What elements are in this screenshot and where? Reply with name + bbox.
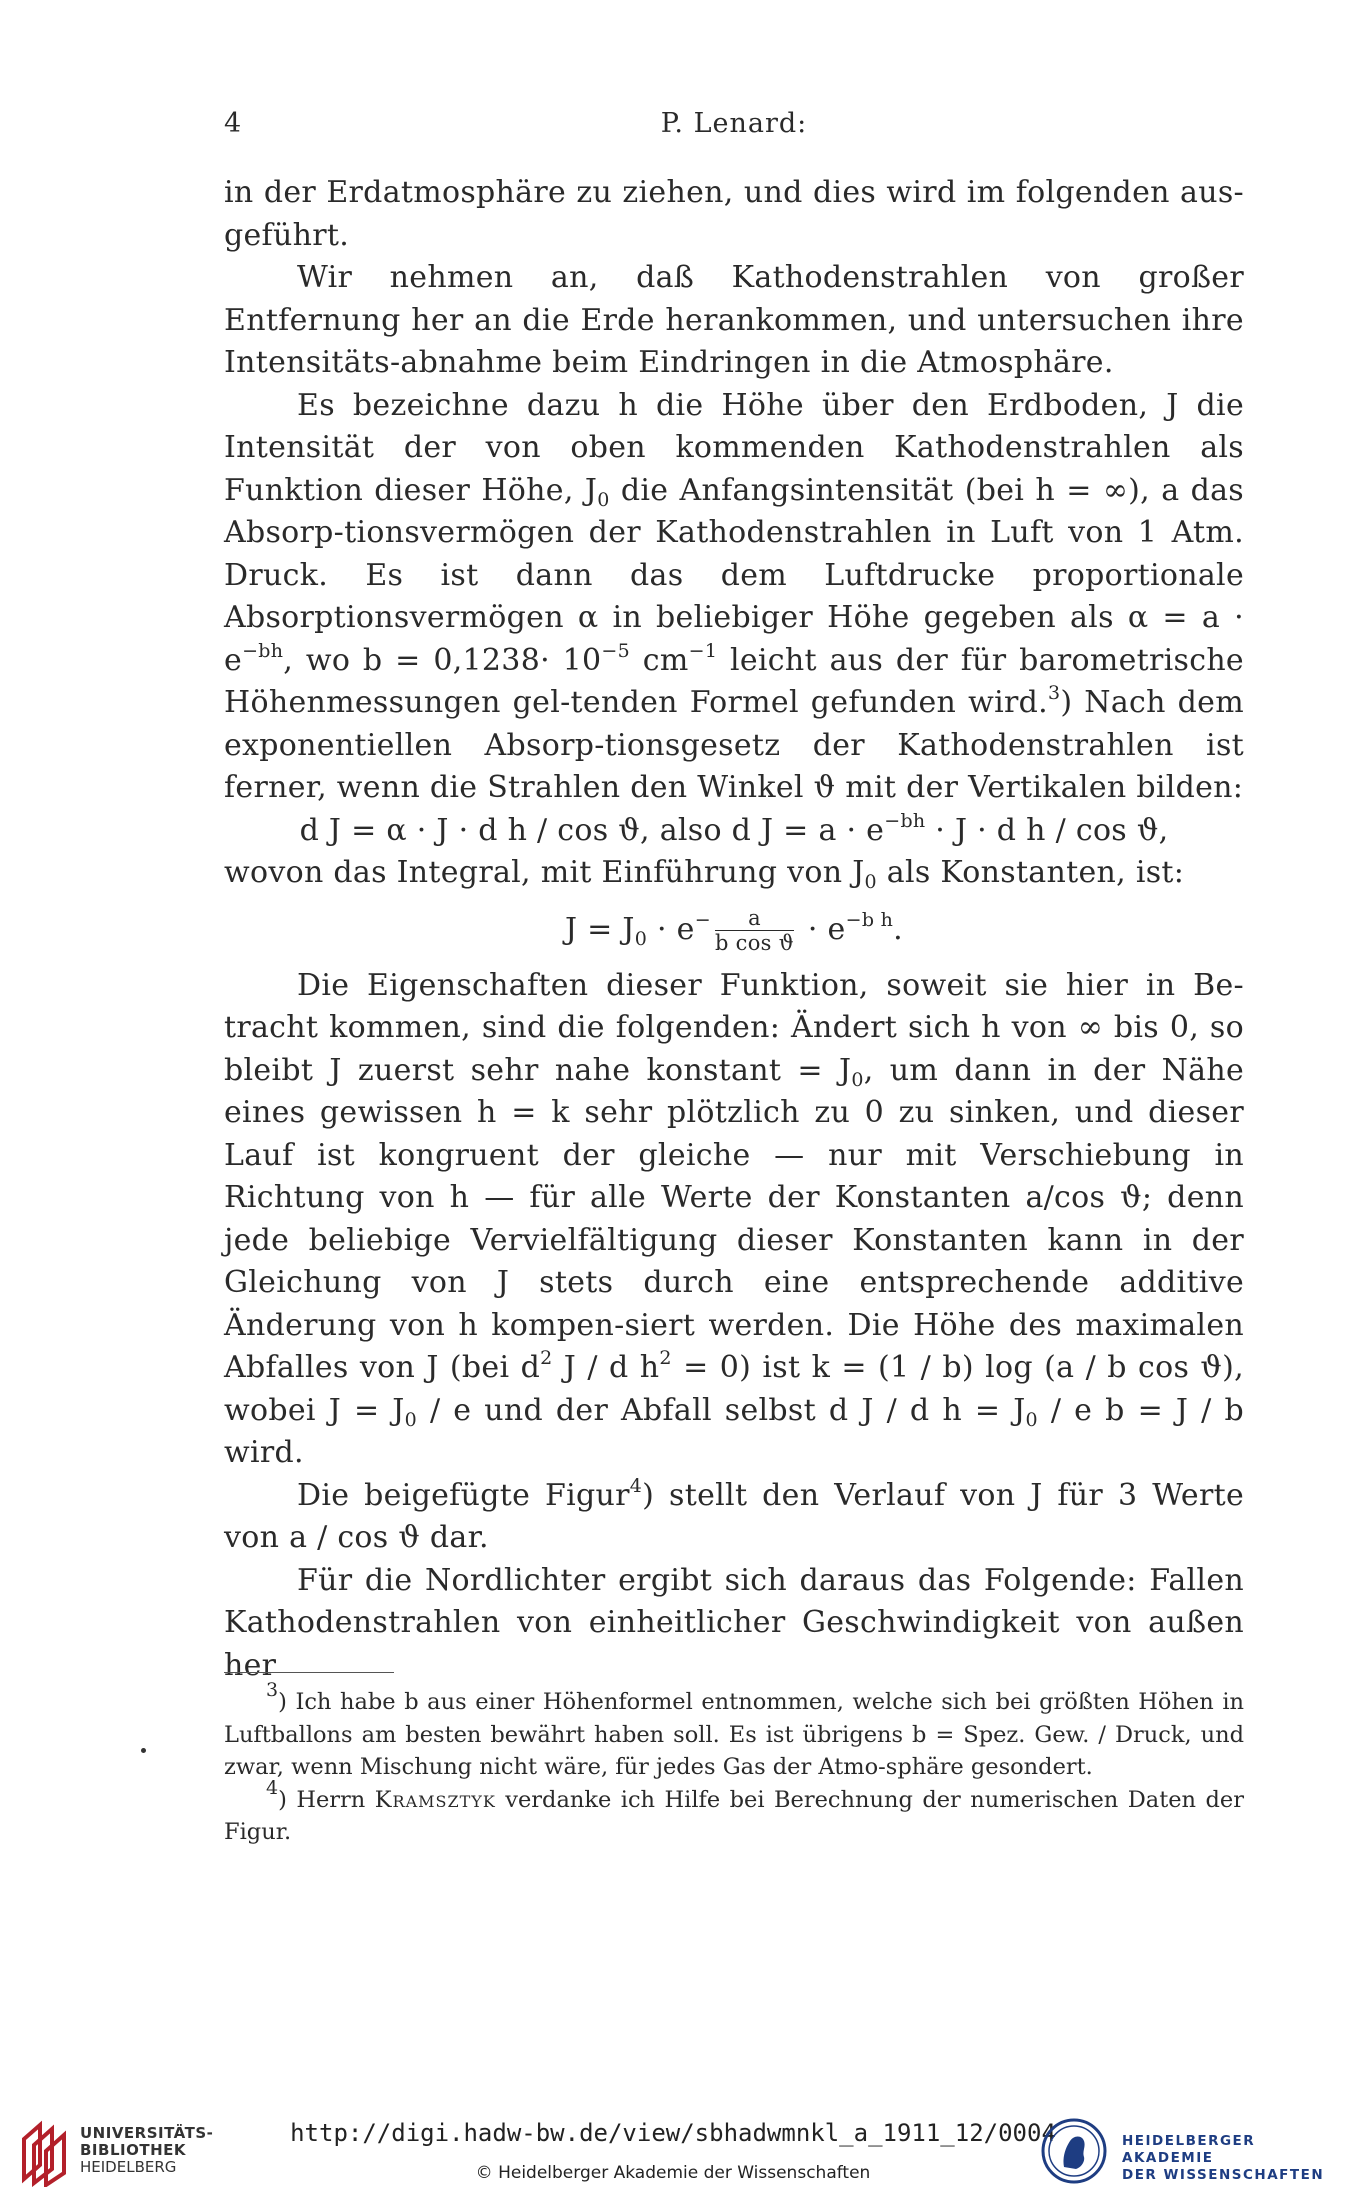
academy-seal-icon xyxy=(1040,2117,1108,2185)
text-run: = 0) ist k = (1 / b) log (a / b cos ϑ), wobei J = J xyxy=(224,1350,1244,1428)
text-run: die Anfangsintensität (bei h = ∞), a das Absorp-tionsvermögen der Kathodenstrahlen in Luft von 1 Atm. Druck. Es ist dann das dem Luftdrucke proportionale Absorptionsvermögen α in beliebiger Höhe gegeben als α = a · e xyxy=(224,472,1244,678)
formula-run: · J · d h / cos ϑ, xyxy=(925,812,1169,848)
academy-name-line: DER WISSENSCHAFTEN xyxy=(1122,2167,1325,2183)
paragraph-4 xyxy=(224,852,1244,895)
formula-run: J = J xyxy=(564,911,635,947)
paragraph-7: Für die Nordlichter ergibt sich daraus das Folgende: Fallen Kathodenstrahlen von einheitlicher Geschwindigkeit von außen her xyxy=(224,1562,1244,1683)
fraction-numerator: a xyxy=(715,906,794,931)
page-number: 4 xyxy=(224,108,242,139)
footnote-text: ) Ich habe b aus einer Höhenformel entnommen, welche sich bei größten Höhen in Luftballons am besten bewährt haben soll. Es ist übrigens b = Spez. Gew. / Druck, und zwar, wenn Mischung nicht wäre, für jedes Gas der Atmo-sphäre gesondert. xyxy=(224,1689,1244,1780)
subscript: 0 xyxy=(851,1068,864,1091)
subscript: 0 xyxy=(634,927,648,950)
subscript: 0 xyxy=(597,488,610,511)
main-text xyxy=(224,172,1244,1687)
digitization-footer xyxy=(0,2105,1346,2198)
formula-run: d J = α · J · d h / cos ϑ, also d J = a · e xyxy=(299,812,885,848)
subscript: 0 xyxy=(864,871,877,893)
exponent-fraction xyxy=(715,906,794,955)
person-name: Kramsztyk xyxy=(374,1786,496,1813)
text-run: ) Nach dem exponentiellen Absorp-tionsgesetz der Kathodenstrahlen ist ferner, wenn die Strahlen den Winkel ϑ mit der Vertikalen bilden: xyxy=(224,685,1244,805)
text-run: als Konstanten, ist: xyxy=(876,855,1185,890)
footnote-text: ) Herrn xyxy=(278,1786,375,1813)
academy-name-line: HEIDELBERGER AKADEMIE xyxy=(1122,2133,1256,2166)
subscript: 0 xyxy=(404,1408,418,1431)
paragraph-5 xyxy=(224,965,1244,1475)
footnote-rule xyxy=(224,1672,394,1673)
subscript: 0 xyxy=(1025,1408,1038,1431)
formula-run: · e xyxy=(647,911,695,947)
text-run: cm xyxy=(630,642,689,678)
paragraph-3 xyxy=(224,385,1244,810)
footnote-ref: 4 xyxy=(629,1474,643,1497)
library-name-line: HEIDELBERG xyxy=(80,2158,177,2176)
text-run: Die beigefügte Figur xyxy=(297,1477,630,1513)
text-run: Es bezeichne dazu h die Höhe über den Erdboden, J die Intensität der von oben kommenden Kathodenstrahlen als Funktion dieser Höhe, J xyxy=(224,387,1244,508)
text-run: / e und der Abfall selbst d J / d h = J xyxy=(417,1392,1026,1428)
paragraph-2: Wir nehmen an, daß Kathodenstrahlen von großer Entfernung her an die Erde herankommen, und untersuchen ihre Intensitäts-abnahme beim Eindringen in die Atmosphäre. xyxy=(224,260,1244,380)
footnote-ref: 3 xyxy=(1047,682,1061,704)
text-run: , wo b = 0,1238· 10 xyxy=(283,642,602,678)
formula-run: . xyxy=(893,911,903,947)
text-run: ) stellt den Verlauf von J für 3 Werte von a / cos ϑ dar. xyxy=(224,1477,1244,1555)
paragraph-6 xyxy=(224,1475,1244,1560)
running-head-author: P. Lenard: xyxy=(660,108,808,139)
text-run: leicht aus der für barometrische Höhenmessungen gel-tenden Formel gefunden wird. xyxy=(224,642,1244,720)
scan-speck xyxy=(141,1748,146,1753)
superscript: 2 xyxy=(659,1347,672,1369)
footnotes xyxy=(224,1679,1244,1849)
superscript: −5 xyxy=(601,639,631,662)
library-name-line: UNIVERSITÄTS- xyxy=(80,2124,214,2142)
footnote-3 xyxy=(224,1679,1244,1784)
footnote-marker: 3 xyxy=(266,1679,279,1701)
text-run: wovon das Integral, mit Einführung von J xyxy=(224,855,865,890)
paragraph-1: in der Erdatmosphäre zu ziehen, und dies wird im folgenden aus-geführt. xyxy=(224,175,1244,253)
formula-run: · e xyxy=(798,911,846,947)
academy-name xyxy=(1122,2133,1346,2184)
formula-integral xyxy=(224,895,1244,965)
footnote-marker: 4 xyxy=(266,1776,279,1799)
footnote-4 xyxy=(224,1776,1244,1849)
superscript: −1 xyxy=(688,639,718,662)
superscript: −bh xyxy=(884,809,926,832)
superscript: −b h xyxy=(845,908,894,931)
source-url-link[interactable]: http://digi.hadw-bw.de/view/sbhadwmnkl_a_1911_12/0004 xyxy=(290,2119,1056,2147)
formula-differential xyxy=(224,810,1244,853)
running-header xyxy=(224,108,1244,152)
superscript: 2 xyxy=(540,1347,553,1369)
text-run: Die Eigenschaften dieser Funktion, soweit sie hier in Be-tracht kommen, sind die folgenden: Ändert sich h von ∞ bis 0, so bleibt J zuerst sehr nahe konstant = J xyxy=(224,967,1244,1088)
text-run: J / d h xyxy=(552,1350,660,1385)
fraction-denominator: b cos ϑ xyxy=(714,931,795,955)
text-run: , um dann in der Nähe eines gewissen h = k sehr plötzlich zu 0 zu sinken, und dieser Lauf ist kongruent der gleiche — nur mit Verschiebung in Richtung von h — für alle Werte der Konstanten a/cos ϑ; denn jede beliebige Vervielfältigung dieser Konstanten kann in der Gleichung von J stets durch eine entsprechende additive Änderung von h kompen-siert werden. Die Höhe des maximalen Abfalles von J (bei d xyxy=(224,1052,1244,1385)
copyright-notice: © Heidelberger Akademie der Wissenschaften xyxy=(475,2163,871,2183)
superscript: −bh xyxy=(242,639,284,662)
footnote-text: verdanke ich Hilfe bei Berechnung der numerischen Daten der Figur. xyxy=(224,1786,1244,1845)
library-name-line: BIBLIOTHEK xyxy=(80,2141,186,2159)
exponent-sign: − xyxy=(694,908,711,931)
text-run: / e b = J / b wird. xyxy=(224,1392,1244,1470)
